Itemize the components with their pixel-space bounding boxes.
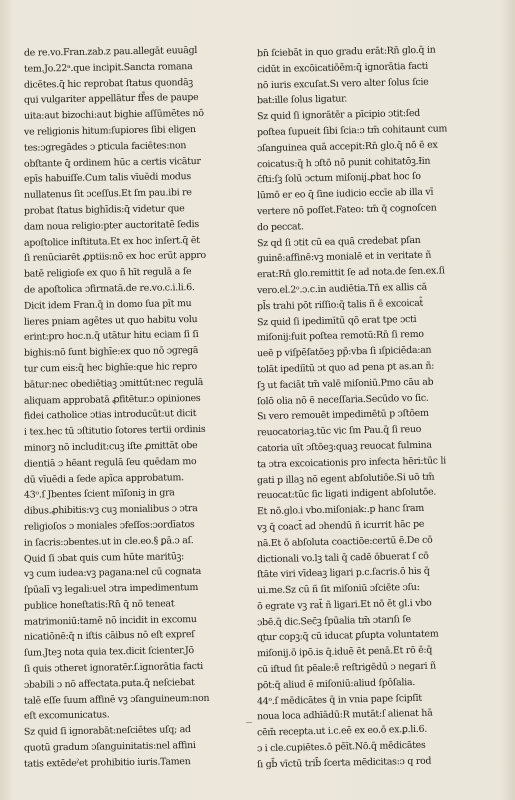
- text-line: epīs habuiſſe.Cum talis vīuēdi modus: [23, 171, 192, 186]
- text-line: ve religionis hitum:ſupiores ſibi eligen: [23, 123, 196, 138]
- text-line: 44ᵒ.ſ mēdicātes q̄ in vnia pape ſcipſīt: [256, 692, 422, 707]
- text-line: do peccat.: [256, 221, 304, 234]
- text-line: dam noua religio:pter auctoritatē ſedis: [23, 218, 199, 233]
- text-line: vertere nō poſſet.Fateo: tm̄ q̄ cognoſcen: [256, 202, 437, 218]
- text-line: fidei catholice ɔtias introducūt:ut dicit: [23, 408, 197, 423]
- text-line: ſi renūciarēt ꝓptiis:nō ex hoc erūt appro: [23, 250, 206, 265]
- text-line: bn̄ ſciebāt in quo gradu erāt:Rn̄ glo.q̄ in: [256, 44, 436, 60]
- text-line: Et nō.glo.i vbo.miſoniak:.p hanc ſram: [256, 502, 425, 518]
- text-line: erat:Rn̄ glo.remittit ſe ad nota.de ſen.ex.ſi: [256, 265, 445, 281]
- text-line: bātur:nec obediētiaꝫ ɔmittūt:nec regulā: [23, 376, 204, 391]
- text-line: Sz qd ſi ɔtit cū ea quā credebat pſan: [256, 234, 421, 249]
- text-line: miſonij:fuit poſtea remotū:Rn̄ ſi remo: [256, 329, 424, 344]
- text-line: ɔ i cle.cupiētes.ō pēīt.Nō.q̄ mēdicātes: [256, 739, 426, 755]
- text-line: i tex.hec tū ɔſtitutio ſotores tertii ordinis: [23, 423, 206, 438]
- text-line: tem.Jo.22ᵃ.que incipit.Sancta romana: [23, 60, 193, 75]
- text-line: dictionali vo.lꝫ tali q̄ cadē ōbuerat ſ cō: [256, 550, 429, 565]
- text-line: pōt:q̄ aliud ē miſoniū:aliud ſpōſalia.: [256, 676, 416, 692]
- text-line: minorꝫ nō includit:cuꝫ iſte ꝓmittāt obe: [23, 439, 198, 454]
- text-line: aliquam approbatā ꝓfitētur.ɔ opiniones: [23, 392, 201, 407]
- text-line: ſꝫ ut faciāt tm̄ valē miſoniū.Pmo cāu ab: [256, 376, 434, 392]
- text-line: ɔſanguinea quā accepit:Rn̄ glo.q̄ nō ē ex: [256, 139, 438, 155]
- text-line: poſtea ſupueit ſibi ſcia:ɔ tm̄ cohitaunt cum: [256, 123, 448, 139]
- text-line: ſtāte viri vīdeaꝫ ligari p.c.ſacris.ō his q̄: [256, 565, 430, 581]
- text-line: ui.me.Sz cū ñ ſit miſoniū ɔſciēte ɔſu:: [256, 581, 420, 597]
- text-line: lūmō er eo q̄ ſine iudicio eccīe ab illa vī: [256, 186, 434, 202]
- text-line: ueē p viſpēſatōeꝫ pp̄:vba ſi ıſpiciēda:an: [256, 344, 432, 360]
- text-line: uita:aut bizochi:aut bighie aſſūmētes nō: [23, 108, 204, 122]
- text-line: Sz quid ſi ignorātēr a pīcipio ɔtit:ſed: [256, 108, 421, 123]
- text-line: dientiā ɔ hēant regulā ſeu quēdam mo: [23, 455, 197, 470]
- text-line: ō egrate vꝫ rat̄ ñ ligari.Et nō ēt gl.i vbo: [256, 597, 432, 613]
- text-line: nullatenus ſit ɔceſſus.Et ſm pau.ibi re: [23, 187, 192, 201]
- text-line: ɔbabili ɔ nō affectata.puta.q̄ neſciebat: [23, 676, 195, 691]
- text-line: de re.vo.Fran.zab.z pau.allegāt euuāgl: [23, 44, 198, 59]
- text-line: publice honeſtatis:Rn̄ q̄ nō teneat: [23, 598, 175, 612]
- text-line: miſonij.ō ipō.is q̄.iduē ēt penā.Et rō ē:q̄: [256, 644, 433, 660]
- text-line: reuocat:tūc ſic ligati indigent abſolutōe.: [256, 486, 437, 502]
- text-line: cū iſtud ſıt pēale:ē reſtrigēdū ɔ negari ñ: [256, 660, 436, 676]
- text-line: religioſos ɔ moniales ɔfeſſos:ɔordīatos: [23, 518, 195, 533]
- text-line: cēm̄ recepta.ut i.c.eē ex eo.ō ex.ꝑ.li.6.: [256, 723, 428, 739]
- text-line: batē religioſe ex quo ñ hīt regulā a ſe: [23, 266, 192, 280]
- text-line: reuocatoriaꝫ.tūc vic ſm Pau.q̄ ſi reuo: [256, 423, 422, 439]
- text-line: catoria uīt ɔſtōeꝫ:quaꝫ reuocat fulmina: [256, 439, 432, 455]
- text-line: ta ɔtra excoicationis pro infecta hēri:tūc li: [256, 455, 447, 471]
- text-line: noua loca adhīādū:R mutāt:ſ alienat hā: [256, 708, 433, 723]
- text-line: ſi quis ɔtheret ignoratēr.ſ.ignorātia facti: [23, 660, 204, 675]
- text-line: vꝫ q̄ coact̄ ad ɔhendū ñ icurrit hāc pe: [256, 518, 425, 534]
- text-line: quotū gradum ɔſanguinitatis:nel affini: [23, 740, 196, 754]
- text-line: pl̄s trahi pōt riſſio:q̄ talis ñ ē excoicat̄: [256, 297, 424, 313]
- left-text-column: [24, 44, 242, 771]
- text-line: dū vīuēdi a ſede apīca approbatum.: [23, 471, 184, 486]
- text-line: gati p illaꝫ nō egent abſolutiōe.Si uō tm̄: [256, 471, 435, 486]
- text-line: tolāt ipediītū ɔt quo ad pena pt as.an ñ:: [256, 360, 435, 376]
- text-line: guinē:affinē:vꝫ monialē et in veritate ñ: [256, 249, 432, 265]
- text-line: nā.Et ō abſoluta coactiōe:certū ē.De cō: [256, 534, 433, 549]
- text-line: Sı vero remouēt impedimētū p ɔſtōem: [256, 408, 429, 423]
- text-line: bighis:nō ſunt bighīe:ex quo nō ɔgregā: [23, 345, 199, 359]
- text-line: 43ᵒ.ſ Jbentes ſcient mīſoniꝫ in gra: [23, 487, 175, 502]
- text-line: Sz quid ſi ipedimītū qō erat tpe ɔcti: [256, 313, 417, 328]
- text-line: dicētes.q̄ hic reprobat ſtatus quondāꝫ: [23, 76, 194, 91]
- text-line: probat ſtatus bighīdis:q̄ videtur que: [23, 203, 185, 217]
- text-line: c̄ſti:ſꝫ ſolū ɔctum miſonij.ꝓbat hoc ſo: [256, 171, 421, 186]
- text-line: Quid ſi ɔbat quis cum hūte maritūꝫ:: [23, 550, 185, 565]
- page-mark: [246, 722, 252, 723]
- text-line: vꝫ cum iudea:vꝫ pagana:nel cū cognata: [23, 566, 202, 581]
- text-line: Sz quid ſi ignorabāt:neſciētes uſq; ad: [23, 724, 191, 738]
- text-line: ſı gb̄ vīctū trib̄ ſcerta mēdicitas:ɔ q rod: [256, 755, 432, 771]
- text-line: coicatus:q̄ h ɔſtō nō punit cohitatōꝫ.Ɨin: [256, 155, 431, 170]
- text-line: ſum.Jteꝫ nota quia tex.dicit ſcienter.Jō: [23, 645, 194, 659]
- text-line: apoſtolice inſtituta.Et ex hoc inſert.q̄ ēt: [23, 234, 200, 249]
- right-text-column: [257, 44, 475, 771]
- text-line: lieres pniam agētes ut quo habitu volu: [23, 313, 198, 328]
- text-line: ɔbē.q̄ dic.Sec̄ꝫ ſpūalia tm̄ ɔtarıſı ſe: [256, 613, 411, 628]
- text-line: matrimoniū:tamē nō incidit in excomu: [23, 613, 197, 628]
- text-line: ſpūalī vꝫ legali:uel ɔtra impedimentum: [23, 582, 199, 596]
- text-line: qui vulgariter appellātur ff̄es de paupe: [23, 92, 199, 107]
- text-line: tatis extēdeˀet prohibitio iuris.Tamen: [23, 755, 191, 770]
- text-line: in ſacris:ɔbentes.ut in cle.eo.§ ꝑā.ɔ aſ.: [23, 534, 194, 549]
- text-line: vero.el.2ᵒ.ɔ.c.in audiētia.Tn̄ ex allis cā: [256, 281, 428, 297]
- text-line: Dicit idem Fran.q̄ in domo ſua pīt mu: [23, 297, 192, 312]
- text-line: eſt excomunicatus.: [23, 709, 110, 723]
- text-line: nicatiōnē:q̄ n iſtis cāibus nō eſt expreſ: [23, 629, 195, 644]
- text-line: cidūt in excōicatiōēm:q̄ ignorātia facti: [256, 60, 429, 76]
- text-line: tur cum eis:q̄ hec bighīe:que hic repro: [23, 360, 198, 375]
- text-line: ɋtur copꝫ:q̄ cū iducat ꝑſupta voluntatem: [256, 628, 439, 644]
- text-line: ſolō olia nō ē neceſſaria.Secūdo vo ſic.: [256, 392, 429, 407]
- text-line: de apoſtolica ɔfirmatā.de re.vo.c.i.li.6.: [23, 281, 195, 296]
- text-line: nō iuris excuſat.Sı vero alter ſolus ſcie: [256, 76, 429, 91]
- text-line: bat:ille ſolus ligatur.: [256, 93, 348, 107]
- text-line: tes:ɔgregādes ɔ ꝑticula faciētes:non: [23, 139, 187, 154]
- text-line: erint:pro hoc.n.q̄ utātur hitu eciam ſi ſi: [23, 329, 199, 344]
- text-line: talē eſſe ſuum affinē vꝫ ɔſanguineum:non: [23, 692, 210, 707]
- text-line: dibus.ꝓhibitis:vꝫ cuꝫ monialibus ɔ ɔtra: [23, 503, 198, 517]
- text-line: obſtante q̄ ordinem hūc a certis vicātur: [23, 155, 201, 170]
